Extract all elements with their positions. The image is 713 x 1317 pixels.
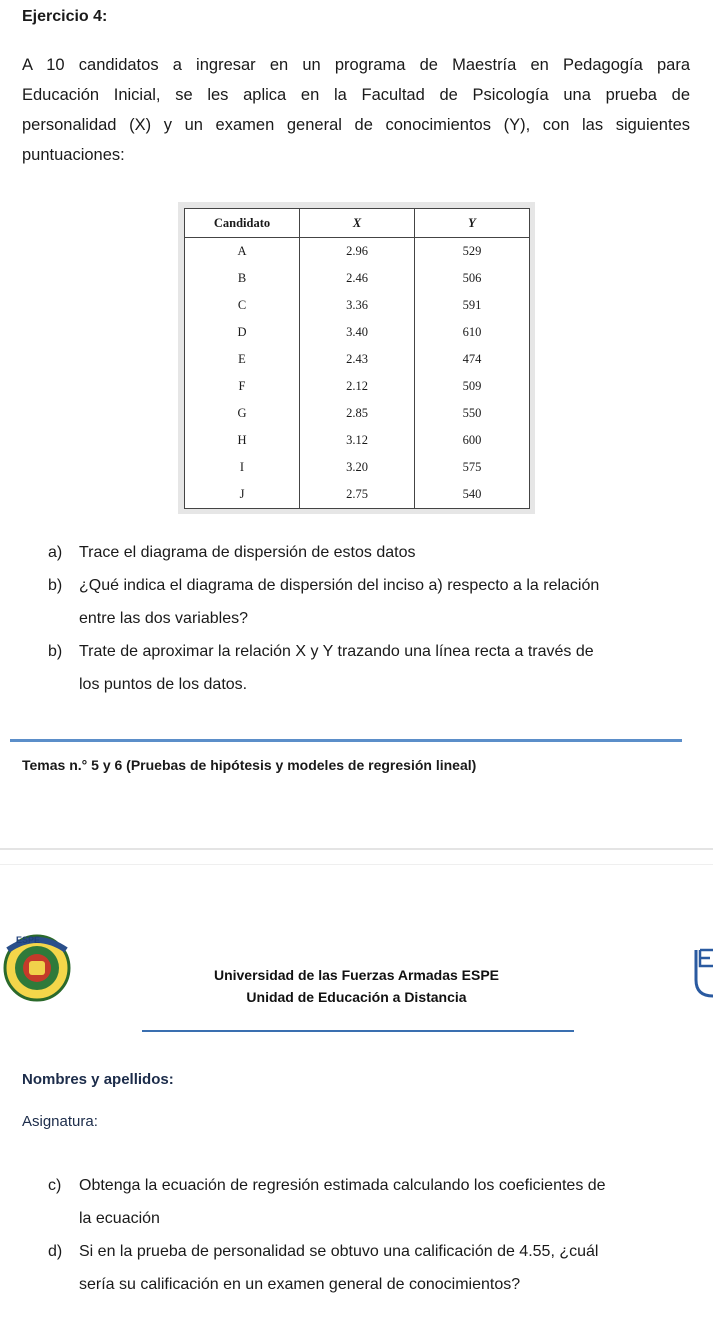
- table-row: [185, 292, 530, 319]
- crest-text: ESPE: [16, 935, 41, 945]
- question-line: ¿Qué indica el diagrama de dispersión del inciso a) respecto a la relación: [79, 577, 600, 594]
- intro-line: personalidad (X) y un examen general de conocimientos (Y), con las siguientes: [22, 116, 690, 134]
- question-text: [79, 637, 691, 700]
- question-text: [79, 1237, 691, 1300]
- cell-y: 600: [415, 427, 530, 454]
- table-row: [185, 400, 530, 427]
- question-label: a): [48, 544, 63, 561]
- cell-x: 2.12: [300, 373, 415, 400]
- question-line: entre las dos variables?: [79, 610, 248, 627]
- cell-x: 2.75: [300, 481, 415, 509]
- table-row: [185, 454, 530, 481]
- question-line: Obtenga la ecuación de regresión estimada calculando los coeficientes de: [79, 1177, 606, 1194]
- table-row: [185, 346, 530, 373]
- cell-y: 591: [415, 292, 530, 319]
- cell-candidate: A: [185, 238, 300, 266]
- cell-candidate: H: [185, 427, 300, 454]
- question-text: [79, 571, 691, 634]
- cell-candidate: B: [185, 265, 300, 292]
- table-row: [185, 373, 530, 400]
- cell-candidate: C: [185, 292, 300, 319]
- question-label: b): [48, 643, 63, 660]
- cell-y: 474: [415, 346, 530, 373]
- cell-candidate: D: [185, 319, 300, 346]
- question-line: Trace el diagrama de dispersión de estos datos: [79, 544, 416, 561]
- question-line: la ecuación: [79, 1210, 160, 1227]
- intro-line: puntuaciones:: [22, 146, 125, 164]
- data-table: [184, 208, 530, 509]
- question-label: c): [48, 1177, 62, 1194]
- table-row: [185, 238, 530, 266]
- table-row: [185, 481, 530, 509]
- cell-x: 2.43: [300, 346, 415, 373]
- header-y: Y: [415, 209, 530, 238]
- cell-y: 509: [415, 373, 530, 400]
- cell-x: 3.12: [300, 427, 415, 454]
- cell-x: 2.85: [300, 400, 415, 427]
- subject-label: Asignatura:: [22, 1113, 98, 1130]
- cell-x: 2.96: [300, 238, 415, 266]
- cell-y: 506: [415, 265, 530, 292]
- cell-x: 3.36: [300, 292, 415, 319]
- cell-y: 575: [415, 454, 530, 481]
- page-break-line: [0, 864, 713, 865]
- topics-heading: Temas n.° 5 y 6 (Pruebas de hipótesis y modeles de regresión lineal): [22, 757, 477, 773]
- question-text: [79, 538, 691, 568]
- section-divider: [10, 739, 682, 742]
- cell-y: 540: [415, 481, 530, 509]
- table-row: [185, 319, 530, 346]
- question-line: sería su calificación en un examen general de conocimientos?: [79, 1276, 521, 1293]
- unit-name: Unidad de Educación a Distancia: [246, 989, 467, 1005]
- question-line: los puntos de los datos.: [79, 676, 248, 693]
- exercise-title: Ejercicio 4:: [22, 8, 108, 25]
- header-candidate: Candidato: [185, 209, 300, 238]
- intro-line: Educación Inicial, se les aplica en la Facultad de Psicología una prueba de: [22, 86, 690, 104]
- cell-x: 2.46: [300, 265, 415, 292]
- cell-x: 3.20: [300, 454, 415, 481]
- unit-logo-icon: [686, 946, 713, 1000]
- table-header-row: [185, 209, 530, 238]
- question-label: b): [48, 577, 63, 594]
- header-divider: [142, 1030, 574, 1032]
- question-line: Si en la prueba de personalidad se obtuvo una calificación de 4.55, ¿cuál: [79, 1243, 599, 1260]
- header-x: X: [300, 209, 415, 238]
- table-row: [185, 427, 530, 454]
- data-table-frame: [178, 202, 535, 514]
- cell-y: 529: [415, 238, 530, 266]
- cell-x: 3.40: [300, 319, 415, 346]
- cell-candidate: G: [185, 400, 300, 427]
- page-break-line: [0, 848, 713, 850]
- names-label: Nombres y apellidos:: [22, 1071, 174, 1088]
- cell-y: 550: [415, 400, 530, 427]
- cell-candidate: J: [185, 481, 300, 509]
- cell-candidate: E: [185, 346, 300, 373]
- intro-line: A 10 candidatos a ingresar en un programa de Maestría en Pedagogía para: [22, 56, 690, 74]
- table-row: [185, 265, 530, 292]
- question-line: Trate de aproximar la relación X y Y trazando una línea recta a través de: [79, 643, 594, 660]
- university-name: Universidad de las Fuerzas Armadas ESPE: [213, 967, 500, 983]
- question-label: d): [48, 1243, 63, 1260]
- cell-candidate: F: [185, 373, 300, 400]
- cell-y: 610: [415, 319, 530, 346]
- question-text: [79, 1171, 691, 1234]
- exercise-intro: [22, 50, 690, 170]
- cell-candidate: I: [185, 454, 300, 481]
